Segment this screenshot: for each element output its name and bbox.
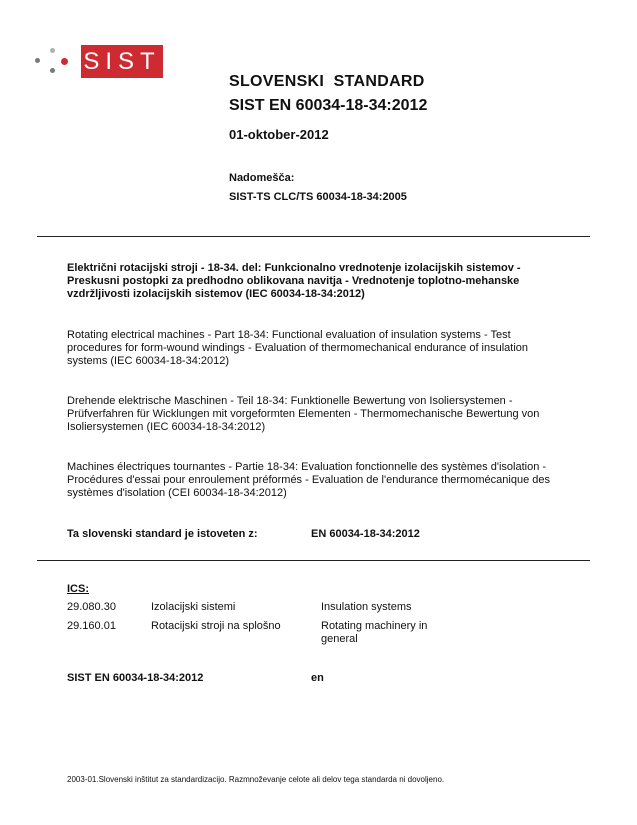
replaces-value: SIST-TS CLC/TS 60034-18-34:2005: [229, 191, 407, 203]
standard-type: SLOVENSKI STANDARD: [229, 73, 425, 90]
logo-text: SIST: [83, 48, 161, 75]
logo-dot: [35, 58, 40, 63]
identical-value: EN 60034-18-34:2012: [311, 528, 420, 540]
divider: [37, 236, 590, 237]
replaces-label: Nadomešča:: [229, 172, 295, 184]
standard-code: SIST EN 60034-18-34:2012: [229, 97, 428, 114]
ics-heading: ICS:: [67, 583, 89, 595]
footer-code: SIST EN 60034-18-34:2012: [67, 672, 204, 684]
ics-slovenian: Izolacijski sistemi: [151, 601, 236, 613]
title-english: Rotating electrical machines - Part 18-34: Functional evaluation of insulation systems - Test procedures for form-wound windings - Evaluation of thermomechanical endurance of insulation systems (IEC 60034-18-34:2012): [67, 329, 529, 368]
title-slovenian: Električni rotacijski stroji - 18-34. del: Funkcionalno vrednotenje izolacijskih sistemov - Preskusni postopki za predhodno oblikovana navitja - Vrednotenje toplotno-mehanske vzdržljivosti izolacijskih sistemov (IEC 60034-18-34:2012): [67, 262, 521, 301]
ics-slovenian: Rotacijski stroji na splošno: [151, 620, 281, 632]
divider: [37, 560, 590, 561]
title-german: Drehende elektrische Maschinen - Teil 18-34: Funktionelle Bewertung von Isoliersystemen - Prüfverfahren für Wicklungen mit vorgeformten Elementen - Thermomechanische Bewertung von Isoliersystemen (IEC 60034-18-34:2012): [67, 395, 540, 434]
ics-code: 29.160.01: [67, 620, 116, 632]
logo-dot: [50, 48, 55, 53]
ics-english: Rotating machinery in general: [321, 620, 428, 646]
footer-language: en: [311, 672, 324, 684]
logo-dot: [61, 58, 68, 65]
copyright-notice: 2003-01.Slovenski inštitut za standardizacijo. Razmnoževanje celote ali delov tega standarda ni dovoljeno.: [67, 775, 445, 784]
title-french: Machines électriques tournantes - Partie 18-34: Evaluation fonctionnelle des systèmes d'isolation - Procédures d'essai pour enroulement préformés - Evaluation de l'endurance thermomécanique des systèmes d'isolation (CEI 60034-18-34:2012): [67, 461, 550, 500]
ics-code: 29.080.30: [67, 601, 116, 613]
identical-label: Ta slovenski standard je istoveten z:: [67, 528, 258, 540]
logo-dot: [50, 68, 55, 73]
publication-date: 01-oktober-2012: [229, 127, 329, 142]
ics-english: Insulation systems: [321, 601, 412, 613]
